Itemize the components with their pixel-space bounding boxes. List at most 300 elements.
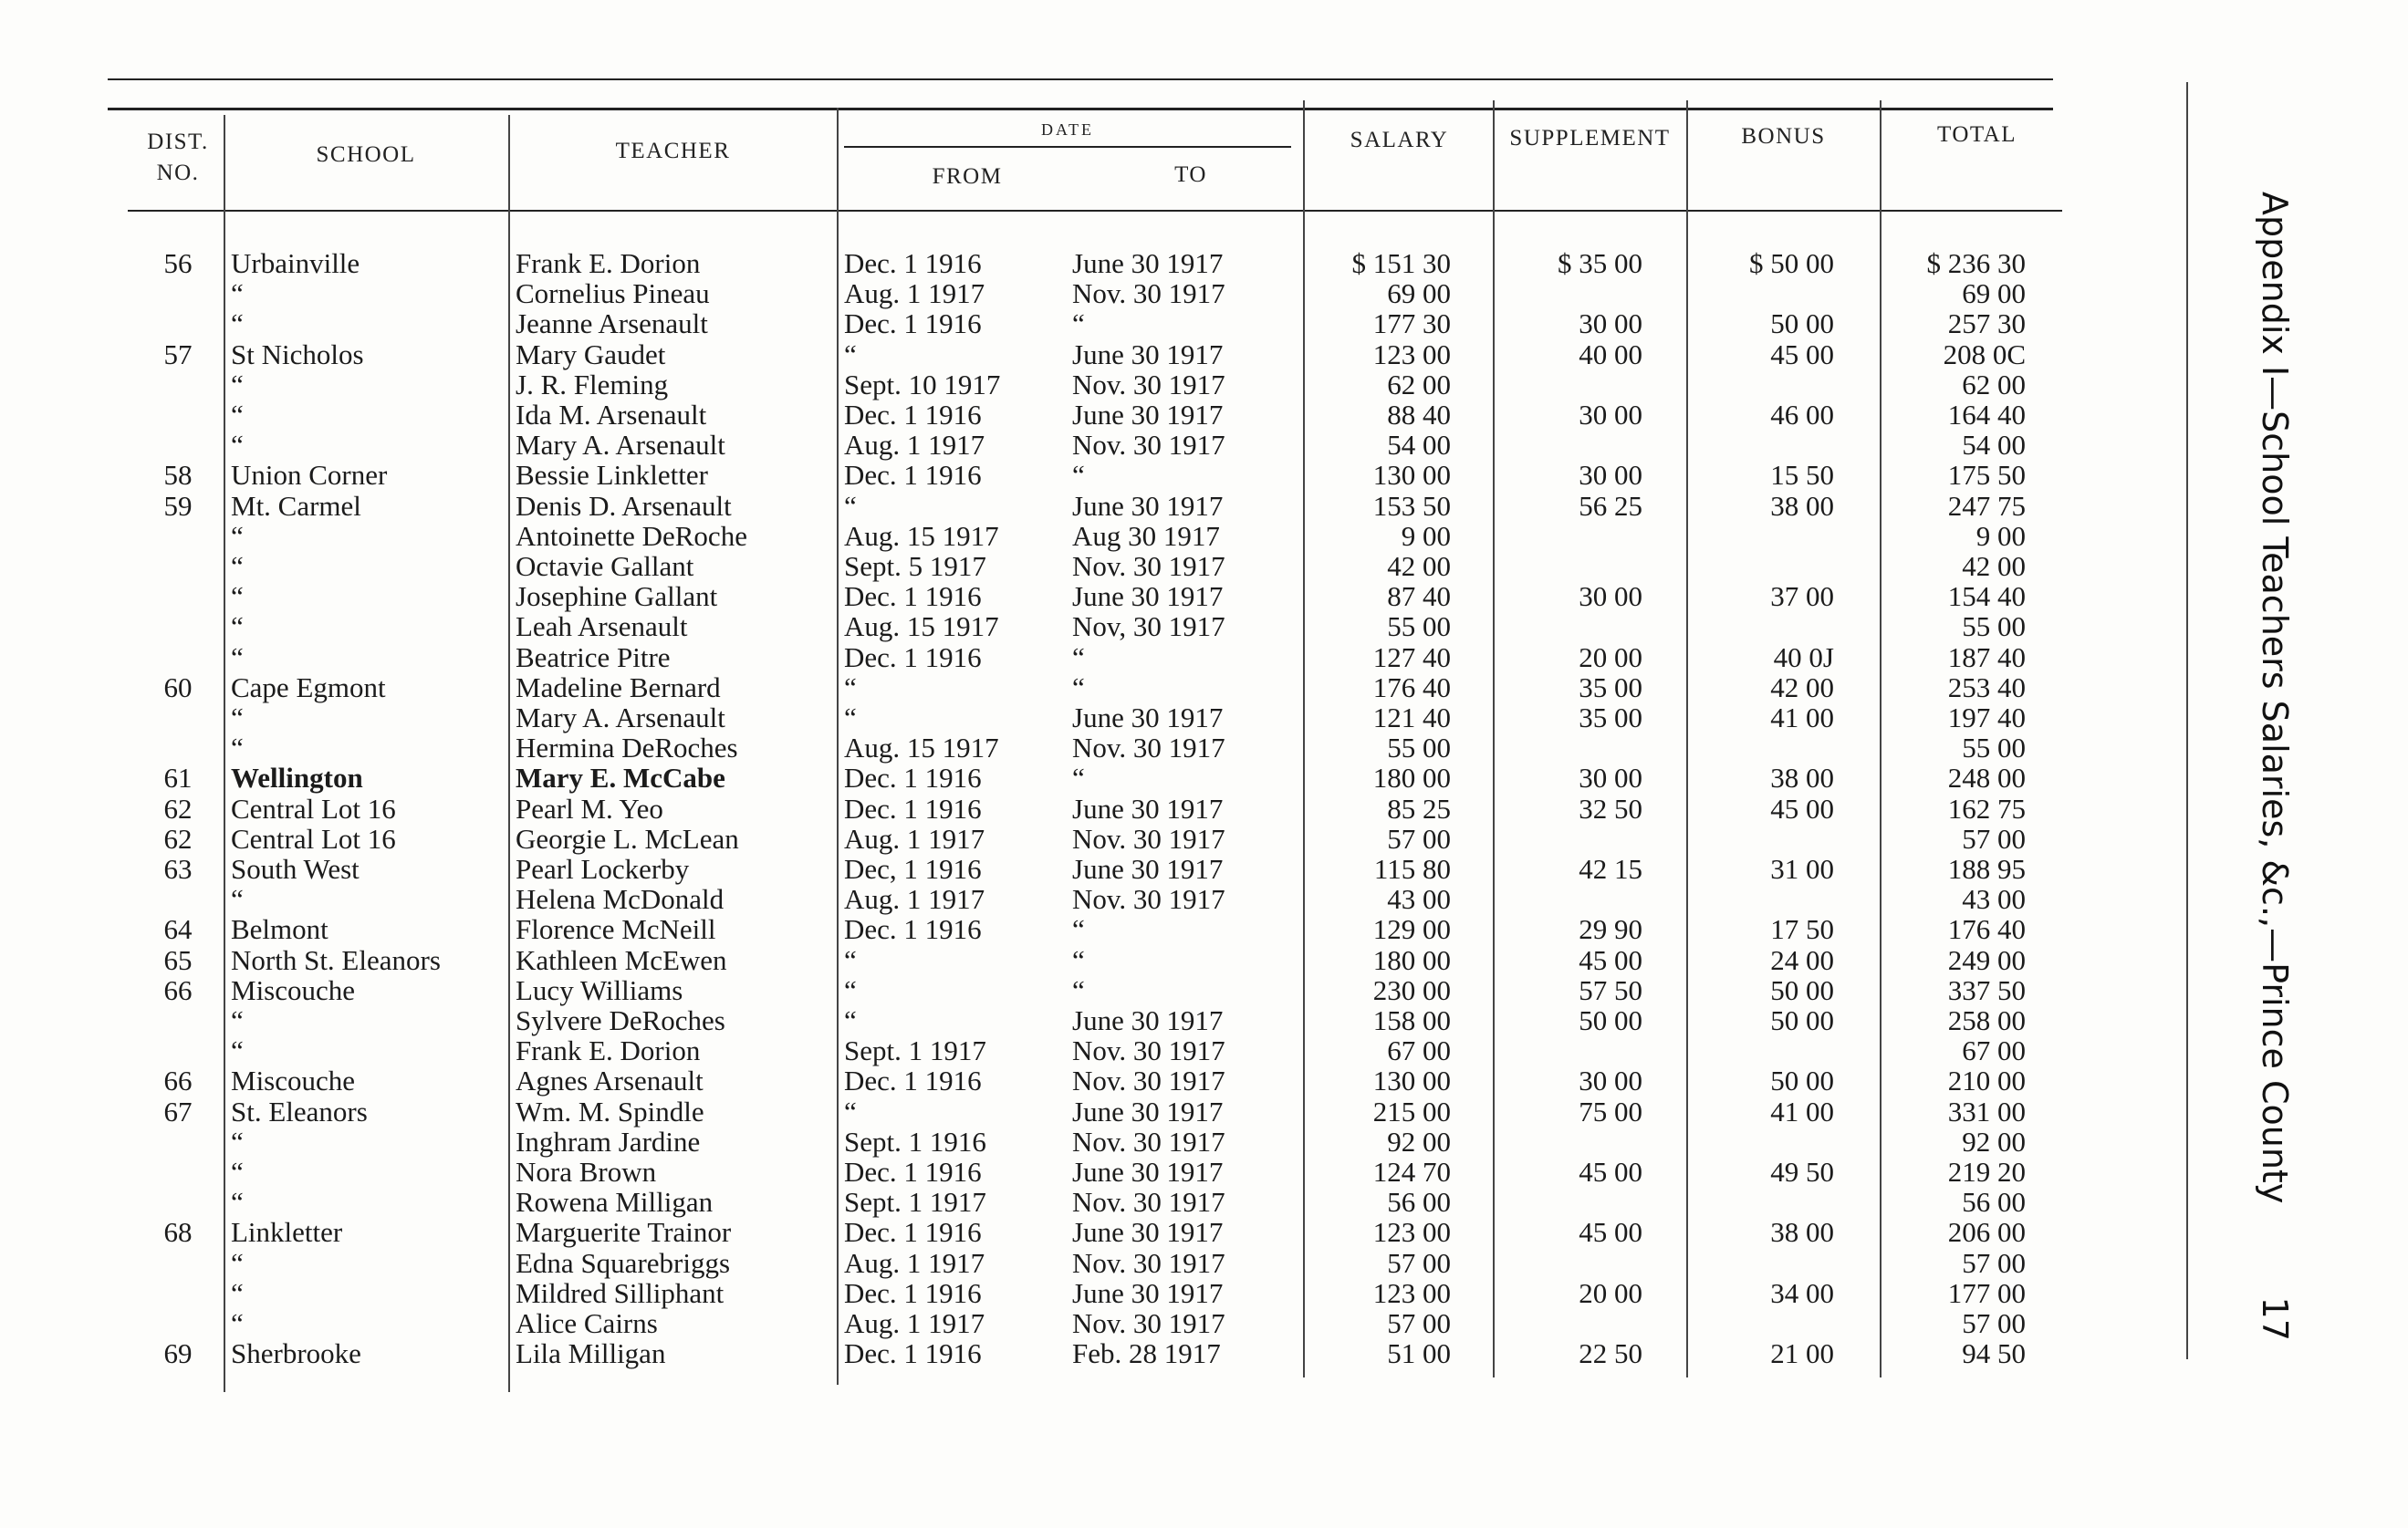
table-row	[0, 460, 2236, 491]
bonus-cell: 50 00	[1770, 974, 1834, 1006]
teacher-cell: Frank E. Dorion	[516, 1034, 701, 1066]
salary-cell: 67 00	[1387, 1034, 1451, 1066]
table-row	[0, 1338, 2236, 1369]
school-cell: “	[231, 732, 244, 764]
total-cell: 92 00	[1962, 1126, 2026, 1158]
date-to-cell: Nov. 30 1917	[1072, 1126, 1225, 1158]
supplement-cell: 30 00	[1579, 459, 1642, 491]
total-cell: 69 00	[1962, 277, 2026, 309]
date-to-cell: Nov. 30 1917	[1072, 732, 1225, 764]
table-row	[0, 248, 2236, 279]
table-row	[0, 794, 2236, 825]
bonus-cell: 50 00	[1770, 1004, 1834, 1036]
school-cell: “	[231, 1126, 244, 1158]
dist-no-cell: 64	[163, 913, 193, 945]
teacher-cell: Madeline Bernard	[516, 671, 721, 703]
bonus-cell: 24 00	[1770, 944, 1834, 976]
date-to-cell: “	[1072, 944, 1085, 976]
school-cell: Belmont	[231, 913, 328, 945]
date-from-cell: Aug. 15 1917	[844, 732, 999, 764]
supplement-cell: $ 35 00	[1558, 247, 1642, 279]
school-cell: “	[231, 429, 244, 461]
supplement-cell: 35 00	[1579, 671, 1642, 703]
school-cell: “	[231, 883, 244, 915]
date-from-cell: Dec. 1 1916	[844, 762, 982, 794]
dist-no-cell: 61	[163, 762, 193, 794]
total-cell: 337 50	[1947, 974, 2026, 1006]
total-cell: 42 00	[1962, 550, 2026, 582]
teacher-cell: Wm. M. Spindle	[516, 1096, 704, 1128]
teacher-cell: Mildred Silliphant	[516, 1277, 724, 1309]
date-from-cell: Aug. 1 1917	[844, 1247, 985, 1279]
table-row	[0, 400, 2236, 431]
date-from-cell: Aug. 1 1917	[844, 277, 985, 309]
supplement-cell: 30 00	[1579, 762, 1642, 794]
salary-cell: 180 00	[1372, 944, 1451, 976]
salary-cell: 87 40	[1387, 580, 1451, 612]
dist-no-cell: 60	[163, 671, 193, 703]
date-from-cell: Dec. 1 1916	[844, 459, 982, 491]
school-cell: Central Lot 16	[231, 823, 396, 855]
table-row	[0, 945, 2236, 976]
date-from-cell: Aug. 1 1917	[844, 1307, 985, 1339]
total-cell: 62 00	[1962, 369, 2026, 400]
table-row	[0, 914, 2236, 945]
supplement-cell: 29 90	[1579, 913, 1642, 945]
date-to-cell: “	[1072, 641, 1085, 673]
salary-cell: 180 00	[1372, 762, 1451, 794]
supplement-cell: 30 00	[1579, 580, 1642, 612]
school-cell: “	[231, 1156, 244, 1188]
teacher-cell: Mary E. McCabe	[516, 762, 725, 794]
salary-cell: 56 00	[1387, 1186, 1451, 1218]
table-row	[0, 1035, 2236, 1066]
total-cell: 162 75	[1947, 793, 2026, 825]
dist-no-cell: 65	[163, 944, 193, 976]
date-from-cell: Dec. 1 1916	[844, 913, 982, 945]
date-from-cell: Aug. 1 1917	[844, 883, 985, 915]
date-from-cell: Sept. 1 1916	[844, 1126, 986, 1158]
date-from-cell: Sept. 10 1917	[844, 369, 1001, 400]
salary-cell: 43 00	[1387, 883, 1451, 915]
table-row	[0, 1217, 2236, 1248]
header-total: TOTAL	[1937, 122, 2017, 147]
school-cell: “	[231, 610, 244, 642]
supplement-cell: 20 00	[1579, 641, 1642, 673]
bonus-cell: 41 00	[1770, 702, 1834, 733]
supplement-cell: 45 00	[1579, 944, 1642, 976]
salary-cell: 54 00	[1387, 429, 1451, 461]
bonus-cell: 37 00	[1770, 580, 1834, 612]
school-cell: “	[231, 702, 244, 733]
salary-cell: 230 00	[1372, 974, 1451, 1006]
teacher-cell: Pearl M. Yeo	[516, 793, 663, 825]
table-row	[0, 430, 2236, 461]
bonus-cell: 40 0J	[1773, 641, 1834, 673]
header-to: TO	[1174, 162, 1207, 187]
date-from-cell: “	[844, 338, 857, 370]
teacher-cell: Ida M. Arsenault	[516, 399, 707, 431]
date-from-cell: Dec, 1 1916	[844, 853, 982, 885]
bonus-cell: 50 00	[1770, 307, 1834, 339]
total-cell: 175 50	[1947, 459, 2026, 491]
total-cell: 177 00	[1947, 1277, 2026, 1309]
date-from-cell: Dec. 1 1916	[844, 641, 982, 673]
salary-cell: 124 70	[1372, 1156, 1451, 1188]
date-to-cell: Nov. 30 1917	[1072, 429, 1225, 461]
teacher-cell: Sylvere DeRoches	[516, 1004, 725, 1036]
date-from-cell: “	[844, 944, 857, 976]
total-cell: 208 0C	[1943, 338, 2026, 370]
salary-cell: 62 00	[1387, 369, 1451, 400]
supplement-cell: 20 00	[1579, 1277, 1642, 1309]
date-to-cell: June 30 1917	[1072, 1156, 1224, 1188]
date-to-cell: “	[1072, 459, 1085, 491]
date-to-cell: June 30 1917	[1072, 702, 1224, 733]
table-row	[0, 521, 2236, 552]
total-cell: 55 00	[1962, 610, 2026, 642]
bonus-cell: 45 00	[1770, 793, 1834, 825]
table-row	[0, 278, 2236, 309]
total-cell: 248 00	[1947, 762, 2026, 794]
teacher-cell: Mary A. Arsenault	[516, 429, 725, 461]
teacher-cell: Denis D. Arsenault	[516, 490, 732, 522]
header-school: SCHOOL	[316, 142, 416, 167]
total-cell: 9 00	[1975, 520, 2026, 552]
teacher-cell: Hermina DeRoches	[516, 732, 738, 764]
header-dist: DIST.	[147, 130, 209, 154]
date-from-cell: “	[844, 1004, 857, 1036]
salary-cell: 215 00	[1372, 1096, 1451, 1128]
salary-cell: 9 00	[1401, 520, 1451, 552]
table-row	[0, 672, 2236, 703]
total-cell: $ 236 30	[1926, 247, 2026, 279]
school-cell: North St. Eleanors	[231, 944, 441, 976]
teacher-cell: Josephine Gallant	[516, 580, 718, 612]
dist-no-cell: 58	[163, 459, 193, 491]
date-to-cell: Nov. 30 1917	[1072, 1186, 1225, 1218]
date-to-cell: June 30 1917	[1072, 853, 1224, 885]
table-row	[0, 1278, 2236, 1309]
supplement-cell: 32 50	[1579, 793, 1642, 825]
date-from-cell: Dec. 1 1916	[844, 1216, 982, 1248]
date-to-cell: “	[1072, 974, 1085, 1006]
date-from-cell: Dec. 1 1916	[844, 399, 982, 431]
school-cell: Miscouche	[231, 974, 356, 1006]
dist-no-cell: 63	[163, 853, 193, 885]
teacher-cell: Mary Gaudet	[516, 338, 666, 370]
teacher-cell: Nora Brown	[516, 1156, 657, 1188]
total-cell: 94 50	[1962, 1337, 2026, 1369]
date-to-cell: June 30 1917	[1072, 1277, 1224, 1309]
date-from-cell: Dec. 1 1916	[844, 1337, 982, 1369]
date-to-cell: June 30 1917	[1072, 490, 1224, 522]
dist-no-cell: 62	[163, 823, 193, 855]
table-row	[0, 975, 2236, 1006]
table-row	[0, 824, 2236, 855]
date-from-cell: Dec. 1 1916	[844, 1156, 982, 1188]
teacher-cell: Georgie L. McLean	[516, 823, 739, 855]
total-cell: 164 40	[1947, 399, 2026, 431]
bonus-cell: 50 00	[1770, 1065, 1834, 1097]
total-cell: 247 75	[1947, 490, 2026, 522]
total-cell: 331 00	[1947, 1096, 2026, 1128]
total-cell: 57 00	[1962, 1307, 2026, 1339]
bonus-cell: 42 00	[1770, 671, 1834, 703]
date-to-cell: June 30 1917	[1072, 1096, 1224, 1128]
teacher-cell: Helena McDonald	[516, 883, 724, 915]
page-number: 17	[2255, 1296, 2295, 1341]
salary-cell: 55 00	[1387, 732, 1451, 764]
total-cell: 206 00	[1947, 1216, 2026, 1248]
teacher-cell: J. R. Fleming	[516, 369, 669, 400]
dist-no-cell: 68	[163, 1216, 193, 1248]
total-cell: 257 30	[1947, 307, 2026, 339]
supplement-cell: 30 00	[1579, 1065, 1642, 1097]
bonus-cell: 46 00	[1770, 399, 1834, 431]
school-cell: Urbainville	[231, 247, 360, 279]
dist-no-cell: 56	[163, 247, 193, 279]
teacher-cell: Florence McNeill	[516, 913, 716, 945]
salary-cell: 123 00	[1372, 1277, 1451, 1309]
date-from-cell: “	[844, 490, 857, 522]
salary-cell: 121 40	[1372, 702, 1451, 733]
bonus-cell: 34 00	[1770, 1277, 1834, 1309]
salary-cell: 127 40	[1372, 641, 1451, 673]
teacher-cell: Octavie Gallant	[516, 550, 694, 582]
date-to-cell: “	[1072, 307, 1085, 339]
school-cell: “	[231, 1186, 244, 1218]
school-cell: Central Lot 16	[231, 793, 396, 825]
table-row	[0, 884, 2236, 915]
table-row	[0, 854, 2236, 885]
date-to-cell: June 30 1917	[1072, 1004, 1224, 1036]
teacher-cell: Cornelius Pineau	[516, 277, 710, 309]
header-salary: SALARY	[1350, 128, 1449, 152]
supplement-cell: 30 00	[1579, 399, 1642, 431]
table-row	[0, 611, 2236, 642]
teacher-cell: Inghram Jardine	[516, 1126, 701, 1158]
table-row	[0, 369, 2236, 400]
table-row	[0, 581, 2236, 612]
salary-cell: 130 00	[1372, 459, 1451, 491]
teacher-cell: Beatrice Pitre	[516, 641, 671, 673]
running-title	[2249, 192, 2300, 1341]
dist-no-cell: 67	[163, 1096, 193, 1128]
teacher-cell: Agnes Arsenault	[516, 1065, 704, 1097]
table-row	[0, 339, 2236, 370]
total-cell: 57 00	[1962, 823, 2026, 855]
date-to-cell: Aug 30 1917	[1072, 520, 1220, 552]
school-cell: “	[231, 1307, 244, 1339]
date-from-cell: “	[844, 702, 857, 733]
bonus-cell: 41 00	[1770, 1096, 1834, 1128]
date-to-cell: Nov. 30 1917	[1072, 1247, 1225, 1279]
date-to-cell: Nov. 30 1917	[1072, 369, 1225, 400]
table-row	[0, 1187, 2236, 1218]
teacher-cell: Edna Squarebriggs	[516, 1247, 731, 1279]
school-cell: Mt. Carmel	[231, 490, 361, 522]
total-cell: 219 20	[1947, 1156, 2026, 1188]
salary-cell: 57 00	[1387, 1307, 1451, 1339]
supplement-cell: 56 25	[1579, 490, 1642, 522]
bonus-cell: $ 50 00	[1749, 247, 1834, 279]
salary-cell: 92 00	[1387, 1126, 1451, 1158]
supplement-cell: 57 50	[1579, 974, 1642, 1006]
total-cell: 210 00	[1947, 1065, 2026, 1097]
table-row	[0, 763, 2236, 794]
school-cell: Wellington	[231, 762, 363, 794]
school-cell: “	[231, 1034, 244, 1066]
table-row	[0, 1097, 2236, 1128]
header-date: DATE	[1041, 120, 1094, 139]
date-to-cell: June 30 1917	[1072, 1216, 1224, 1248]
date-to-cell: Nov. 30 1917	[1072, 823, 1225, 855]
table-row	[0, 551, 2236, 582]
date-from-cell: Sept. 5 1917	[844, 550, 986, 582]
date-to-cell: “	[1072, 671, 1085, 703]
teacher-cell: Pearl Lockerby	[516, 853, 690, 885]
date-from-cell: Dec. 1 1916	[844, 1277, 982, 1309]
date-to-cell: June 30 1917	[1072, 580, 1224, 612]
header-no: NO.	[156, 161, 200, 185]
date-to-cell: Nov. 30 1917	[1072, 883, 1225, 915]
teacher-cell: Leah Arsenault	[516, 610, 688, 642]
dist-no-cell: 59	[163, 490, 193, 522]
supplement-cell: 45 00	[1579, 1156, 1642, 1188]
salary-cell: 88 40	[1387, 399, 1451, 431]
date-to-cell: June 30 1917	[1072, 247, 1224, 279]
school-cell: “	[231, 641, 244, 673]
bonus-cell: 45 00	[1770, 338, 1834, 370]
date-to-cell: June 30 1917	[1072, 338, 1224, 370]
header-supplement: SUPPLEMENT	[1509, 126, 1671, 151]
date-from-cell: Aug. 1 1917	[844, 429, 985, 461]
date-to-cell: Feb. 28 1917	[1072, 1337, 1221, 1369]
school-cell: Miscouche	[231, 1065, 356, 1097]
school-cell: “	[231, 307, 244, 339]
salary-cell: 153 50	[1372, 490, 1451, 522]
total-cell: 55 00	[1962, 732, 2026, 764]
school-cell: “	[231, 399, 244, 431]
salary-cell: 158 00	[1372, 1004, 1451, 1036]
dist-no-cell: 57	[163, 338, 193, 370]
supplement-cell: 30 00	[1579, 307, 1642, 339]
dist-no-cell: 69	[163, 1337, 193, 1369]
date-to-cell: “	[1072, 913, 1085, 945]
school-cell: St Nicholos	[231, 338, 364, 370]
date-to-cell: Nov. 30 1917	[1072, 550, 1225, 582]
date-from-cell: Sept. 1 1917	[844, 1186, 986, 1218]
date-to-cell: Nov. 30 1917	[1072, 1065, 1225, 1097]
total-cell: 197 40	[1947, 702, 2026, 733]
dist-no-cell: 66	[163, 1065, 193, 1097]
table-row	[0, 1127, 2236, 1158]
supplement-cell: 40 00	[1579, 338, 1642, 370]
salary-cell: $ 151 30	[1351, 247, 1451, 279]
salary-cell: 57 00	[1387, 823, 1451, 855]
bonus-cell: 49 50	[1770, 1156, 1834, 1188]
salary-cell: 51 00	[1387, 1337, 1451, 1369]
teacher-cell: Mary A. Arsenault	[516, 702, 725, 733]
teacher-cell: Lila Milligan	[516, 1337, 666, 1369]
school-cell: Union Corner	[231, 459, 388, 491]
school-cell: “	[231, 1277, 244, 1309]
salary-cell: 177 30	[1372, 307, 1451, 339]
header-bonus: BONUS	[1741, 124, 1826, 149]
date-from-cell: Dec. 1 1916	[844, 793, 982, 825]
date-from-cell: Aug. 1 1917	[844, 823, 985, 855]
total-cell: 67 00	[1962, 1034, 2026, 1066]
school-cell: “	[231, 369, 244, 400]
date-to-cell: June 30 1917	[1072, 793, 1224, 825]
school-cell: “	[231, 277, 244, 309]
total-cell: 176 40	[1947, 913, 2026, 945]
total-cell: 154 40	[1947, 580, 2026, 612]
table-row	[0, 702, 2236, 733]
dist-no-cell: 66	[163, 974, 193, 1006]
running-title-text: Appendix I—School Teachers Salaries, &c.,—Prince County	[2255, 192, 2295, 1204]
total-cell: 253 40	[1947, 671, 2026, 703]
date-from-cell: “	[844, 671, 857, 703]
header-from: FROM	[932, 164, 1003, 189]
salary-cell: 123 00	[1372, 338, 1451, 370]
salary-cell: 176 40	[1372, 671, 1451, 703]
date-from-cell: Sept. 1 1917	[844, 1034, 986, 1066]
teacher-cell: Rowena Milligan	[516, 1186, 714, 1218]
table-row	[0, 1065, 2236, 1097]
school-cell: “	[231, 520, 244, 552]
teacher-cell: Marguerite Trainor	[516, 1216, 732, 1248]
bonus-cell: 38 00	[1770, 1216, 1834, 1248]
school-cell: Cape Egmont	[231, 671, 386, 703]
table-row	[0, 1308, 2236, 1339]
date-from-cell: “	[844, 974, 857, 1006]
bonus-cell: 31 00	[1770, 853, 1834, 885]
total-cell: 258 00	[1947, 1004, 2026, 1036]
salary-cell: 55 00	[1387, 610, 1451, 642]
date-to-cell: Nov, 30 1917	[1072, 610, 1225, 642]
salary-cell: 42 00	[1387, 550, 1451, 582]
bonus-cell: 38 00	[1770, 762, 1834, 794]
teacher-cell: Jeanne Arsenault	[516, 307, 708, 339]
teacher-cell: Lucy Williams	[516, 974, 683, 1006]
date-from-cell: Dec. 1 1916	[844, 1065, 982, 1097]
teacher-cell: Alice Cairns	[516, 1307, 658, 1339]
table-row	[0, 1157, 2236, 1188]
date-to-cell: Nov. 30 1917	[1072, 1307, 1225, 1339]
bonus-cell: 17 50	[1770, 913, 1834, 945]
date-from-cell: Dec. 1 1916	[844, 307, 982, 339]
supplement-cell: 22 50	[1579, 1337, 1642, 1369]
dist-no-cell: 62	[163, 793, 193, 825]
date-to-cell: Nov. 30 1917	[1072, 277, 1225, 309]
school-cell: St. Eleanors	[231, 1096, 368, 1128]
school-cell: South West	[231, 853, 360, 885]
teacher-cell: Antoinette DeRoche	[516, 520, 747, 552]
teacher-cell: Bessie Linkletter	[516, 459, 708, 491]
date-from-cell: Aug. 15 1917	[844, 610, 999, 642]
total-cell: 188 95	[1947, 853, 2026, 885]
supplement-cell: 42 15	[1579, 853, 1642, 885]
supplement-cell: 75 00	[1579, 1096, 1642, 1128]
school-cell: “	[231, 1004, 244, 1036]
supplement-cell: 45 00	[1579, 1216, 1642, 1248]
table-row	[0, 308, 2236, 339]
table-row	[0, 642, 2236, 673]
salary-cell: 123 00	[1372, 1216, 1451, 1248]
date-to-cell: June 30 1917	[1072, 399, 1224, 431]
